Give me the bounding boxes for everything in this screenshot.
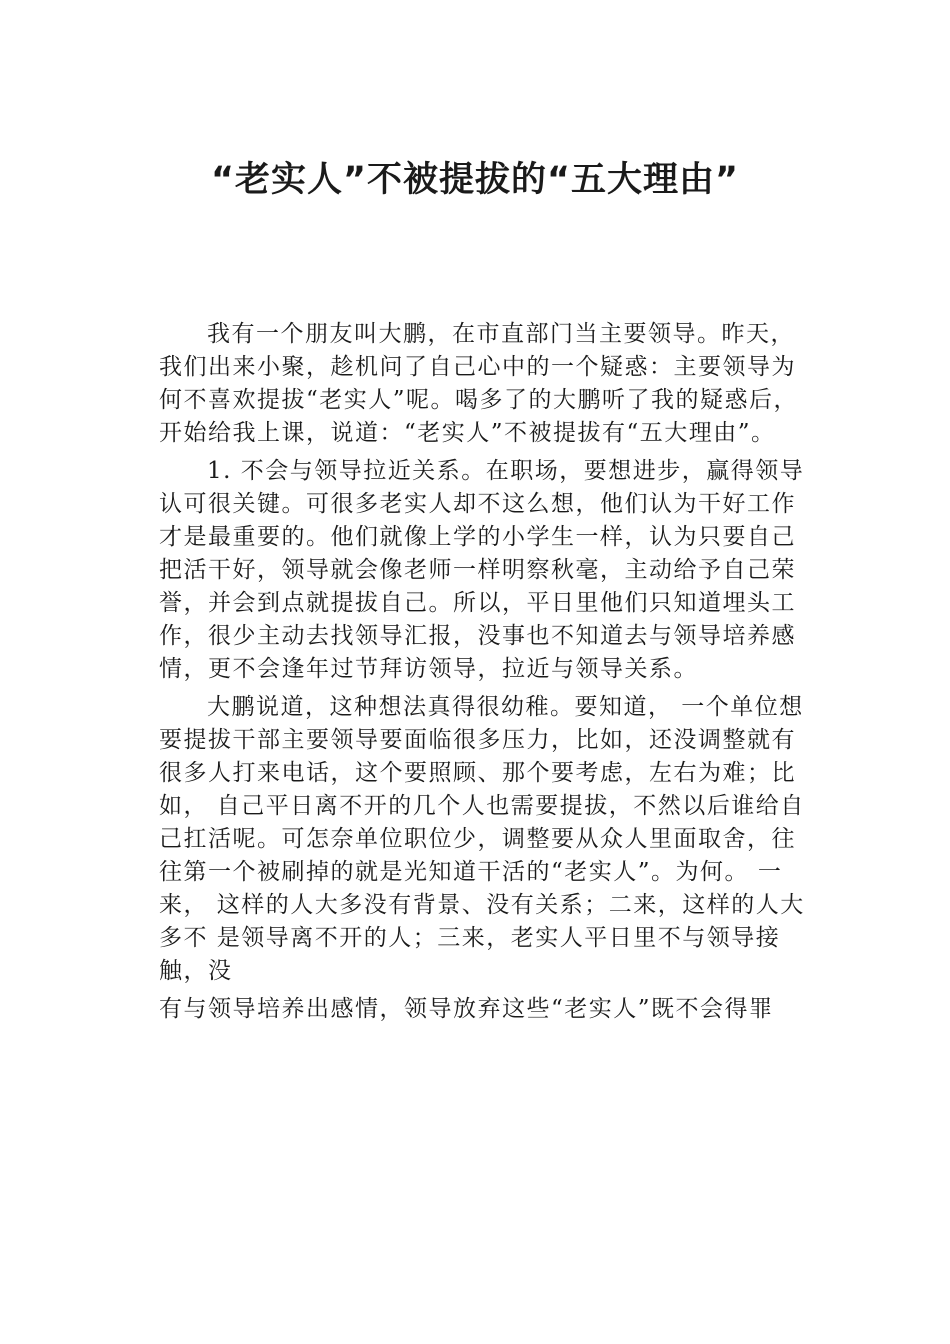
text-line: 如， 自己平日离不开的几个人也需要提拔，不然以后谁给自 (159, 793, 805, 819)
paragraph-intro (159, 318, 839, 450)
text-line: 来， 这样的人大多没有背景、没有关系；二来，这样的人大 (159, 892, 805, 918)
text-line: 把活干好，领导就会像老师一样明察秋毫，主动给予自己荣 (159, 557, 796, 583)
text-line: 有与领导培养出感情，领导放弃这些“老实人”既不会得罪 (159, 996, 774, 1022)
text-line: 往第一个被刷掉的就是光知道干活的“老实人”。为何。 一 (159, 859, 783, 885)
text-line: 很多人打来电话，这个要照顾、那个要考虑，左右为难；比 (159, 760, 796, 786)
text-line: 誉，并会到点就提拔自己。所以，平日里他们只知道埋头工 (159, 590, 796, 616)
text-line: 开始给我上课，说道：“老实人”不被提拔有“五大理由”。 (159, 420, 776, 446)
text-line: 才是最重要的。他们就像上学的小学生一样，认为只要自己 (159, 524, 796, 550)
text-line: 情，更不会逢年过节拜访领导，拉近与领导关系。 (159, 656, 698, 682)
text-line: 触，没 (159, 958, 233, 984)
text-line: 何不喜欢提拔“老实人”呢。喝多了的大鹏听了我的疑惑后， (159, 387, 799, 413)
document-title: “老实人”不被提拔的“五大理由” (210, 160, 739, 200)
text-line: 认可很关键。可很多老实人却不这么想，他们认为干好工作 (159, 491, 796, 517)
paragraph-reason-1 (159, 455, 839, 686)
text-line: 要提拔干部主要领导要面临很多压力，比如，还没调整就有 (159, 727, 796, 753)
text-line: 大鹏说道，这种想法真得很幼稚。要知道， 一个单位想 (207, 694, 804, 720)
paragraph-continuation (159, 993, 839, 1026)
text-line: 我们出来小聚，趁机问了自己心中的一个疑惑：主要领导为 (159, 354, 796, 380)
text-line: 作，很少主动去找领导汇报，没事也不知道去与领导培养感 (159, 623, 796, 649)
text-line: 我有一个朋友叫大鹏，在市直部门当主要领导。昨天， (207, 321, 795, 347)
text-line: 多不 是领导离不开的人；三来，老实人平日里不与领导接 (159, 925, 781, 951)
document-body (159, 318, 839, 1026)
text-line: 1. 不会与领导拉近关系。在职场，要想进步，赢得领导 (207, 458, 805, 484)
paragraph-explanation (159, 691, 839, 988)
text-line: 己扛活呢。可怎奈单位职位少，调整要从众人里面取舍，往 (159, 826, 796, 852)
